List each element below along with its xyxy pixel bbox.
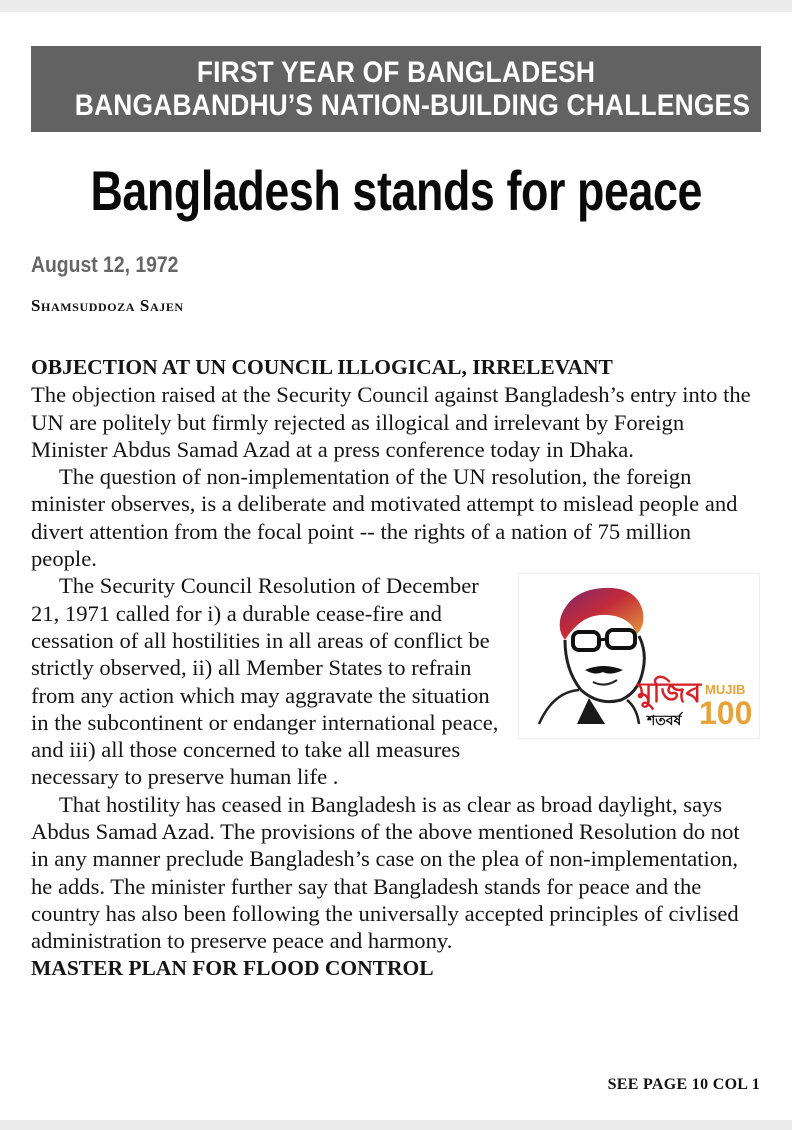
section-banner [31,46,761,132]
mujib-100-logo [518,573,760,739]
banner-line-2: BANGABANDHU’S NATION-BUILDING CHALLENGES [74,89,751,122]
date-text: August 12, 1972 [31,252,179,277]
article-body [31,354,761,982]
banner-line-1: FIRST YEAR OF BANGLADESH [196,56,596,89]
continuation-reference: SEE PAGE 10 COL 1 [607,1076,760,1093]
subhead-flood-control: MASTER PLAN FOR FLOOD CONTROL [31,955,434,980]
mujib-100-logo-graphic [519,574,759,738]
paragraph-1: The objection raised at the Security Council against Bangladesh’s entry into the UN are politely but firmly rejected as illogical and irrelevant by Foreign Minister Abdus Samad Azad at a press conference today in Dhaka. [31,382,751,462]
subhead-un-council: OBJECTION AT UN COUNCIL ILLOGICAL, IRRELEVANT [31,355,613,379]
logo-number: 100 [699,695,753,732]
paragraph-3: The Security Council Resolution of December 21, 1971 called for i) a durable cease-fire and cessation of all hostilities in all areas of conflict be strictly observed, ii) all Member States to refrain from any action which may aggravate the situation in the subcontinent or endanger international peace, and iii) all those concerned to take all measures necessary to preserve human life . [31,573,499,790]
logo-bangla-top: মুজিব [637,676,702,710]
logo-label: MUJIB [705,682,746,698]
headline-text: Bangladesh stands for peace [90,159,702,222]
dateline [31,252,199,278]
headline [0,159,792,223]
author-byline: Shamsuddoza Sajen [31,296,184,315]
newspaper-page [0,12,792,1120]
logo-bangla-bottom: শতবর্ষ [647,713,682,730]
paragraph-4: That hostility has ceased in Bangladesh is as clear as broad daylight, says Abdus Samad Azad. The provisions of the above mentioned Resolution do not in any manner preclude Bangladesh’s case on the plea of non-implementation, he adds. The minister further say that Bangladesh stands for peace and the country has also been following the universally accepted principles of civlised administration to preserve peace and harmony. [31,791,740,954]
paragraph-2: The question of non-implementation of the UN resolution, the foreign minister observes, is a deliberate and motivated attempt to mislead people and divert attention from the focal point -- the rights of a nation of 75 million people. [31,464,738,572]
